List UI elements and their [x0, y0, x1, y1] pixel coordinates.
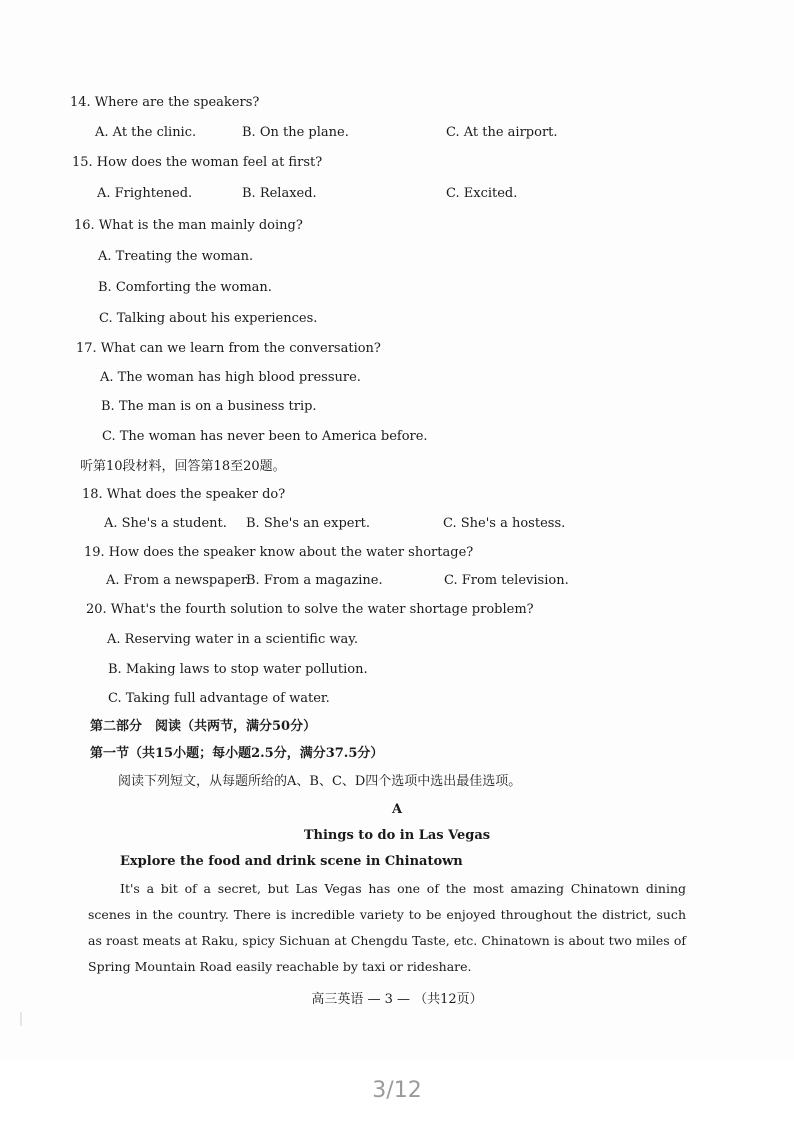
question-18-stem: 18. What does the speaker do?: [82, 487, 286, 502]
question-20-option-a: A. Reserving water in a scientific way.: [107, 632, 358, 647]
question-18-option-b: B. She's an expert.: [246, 516, 371, 531]
question-19-option-b: B. From a magazine.: [246, 573, 383, 588]
question-20-option-b: B. Making laws to stop water pollution.: [108, 662, 368, 677]
question-17-stem: 17. What can we learn from the conversation?: [76, 341, 381, 356]
question-14-stem: 14. Where are the speakers?: [70, 95, 260, 110]
question-19-option-c: C. From television.: [444, 573, 569, 588]
passage-title: Things to do in Las Vegas: [303, 828, 491, 843]
question-17-option-b: B. The man is on a business trip.: [101, 399, 317, 414]
section-1-title: 第一节（共15小题；每小题2.5分，满分37.5分）: [90, 746, 384, 761]
question-17-option-c: C. The woman has never been to America before.: [102, 429, 428, 444]
question-16-option-b: B. Comforting the woman.: [98, 280, 272, 295]
question-18-option-c: C. She's a hostess.: [443, 516, 566, 531]
listening-instruction: 听第10段材料，回答第18至20题。: [80, 459, 286, 474]
question-15-stem: 15. How does the woman feel at first?: [72, 155, 323, 170]
passage-label: A: [391, 802, 403, 817]
passage-body: It's a bit of a secret, but Las Vegas has one of the most amazing Chinatown dining scenes in the country. There is incredible variety to be enjoyed throughout the district, such as roast meats at Raku, spicy Sichuan at Chengdu Taste, etc. Chinatown is about two miles of Spring Mountain Road easily reachable by taxi or rideshare.: [88, 881, 686, 974]
question-20-option-c: C. Taking full advantage of water.: [108, 691, 330, 706]
question-14-option-a: A. At the clinic.: [95, 125, 197, 140]
question-15-option-a: A. Frightened.: [97, 186, 193, 201]
question-19-stem: 19. How does the speaker know about the water shortage?: [84, 545, 474, 560]
question-17-option-a: A. The woman has high blood pressure.: [100, 370, 361, 385]
page-indicator: 3/12: [372, 1078, 422, 1103]
page-footer: 高三英语 — 3 — （共12页）: [311, 992, 483, 1007]
reading-instruction: 阅读下列短文，从每题所给的A、B、C、D四个选项中选出最佳选项。: [118, 774, 522, 789]
part-2-title: 第二部分 阅读（共两节，满分50分）: [90, 719, 317, 734]
question-20-stem: 20. What's the fourth solution to solve the water shortage problem?: [86, 602, 534, 617]
question-15-option-b: B. Relaxed.: [242, 186, 317, 201]
question-14-option-c: C. At the airport.: [446, 125, 558, 140]
question-16-option-c: C. Talking about his experiences.: [99, 311, 318, 326]
question-16-stem: 16. What is the man mainly doing?: [74, 218, 303, 233]
question-19-option-a: A. From a newspaper.: [106, 573, 250, 588]
passage-subtitle: Explore the food and drink scene in Chinatown: [120, 854, 463, 869]
scan-artifact: [20, 1012, 22, 1026]
question-18-option-a: A. She's a student.: [104, 516, 227, 531]
question-15-option-c: C. Excited.: [446, 186, 518, 201]
question-16-option-a: A. Treating the woman.: [98, 249, 254, 264]
question-14-option-b: B. On the plane.: [242, 125, 349, 140]
